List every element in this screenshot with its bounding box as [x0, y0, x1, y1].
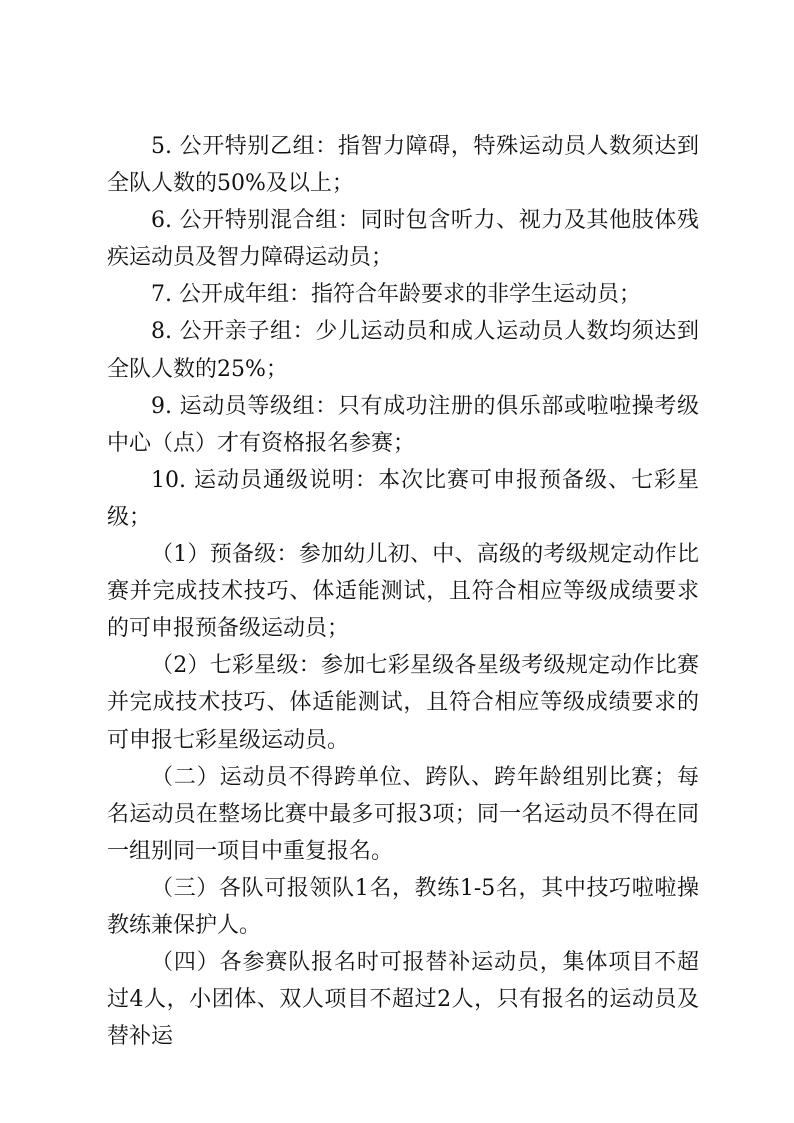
paragraph-section-2: （二）运动员不得跨单位、跨队、跨年龄组别比赛；每名运动员在整场比赛中最多可报3项；同一名运动员不得在同一组别同一项目中重复报名。 [107, 764, 699, 864]
paragraph-item-5: 5. 公开特别乙组：指智力障碍，特殊运动员人数须达到全队人数的50%及以上； [107, 134, 699, 197]
paragraph-item-6: 6. 公开特别混合组：同时包含听力、视力及其他肢体残疾运动员及智力障碍运动员； [107, 208, 699, 271]
paragraph-item-9: 9. 运动员等级组：只有成功注册的俱乐部或啦啦操考级中心（点）才有资格报名参赛； [107, 393, 699, 456]
paragraph-sub-2: （2）七彩星级：参加七彩星级各星级考级规定动作比赛并完成技术技巧、体适能测试，且符合相应等级成绩要求的可申报七彩星级运动员。 [107, 653, 699, 753]
paragraph-section-4: （四）各参赛队报名时可报替补运动员，集体项目不超过4人，小团体、双人项目不超过2人，只有报名的运动员及替补运 [107, 950, 699, 1050]
paragraph-item-7: 7. 公开成年组：指符合年龄要求的非学生运动员； [151, 282, 641, 308]
paragraph-sub-1: （1）预备级：参加幼儿初、中、高级的考级规定动作比赛并完成技术技巧、体适能测试，且符合相应等级成绩要求的可申报预备级运动员； [107, 542, 699, 642]
paragraph-item-10: 10. 运动员通级说明：本次比赛可申报预备级、七彩星级； [107, 467, 699, 530]
paragraph-section-3: （三）各队可报领队1名，教练1-5名，其中技巧啦啦操教练兼保护人。 [107, 875, 699, 938]
paragraph-item-8: 8. 公开亲子组：少儿运动员和成人运动员人数均须达到全队人数的25%； [107, 319, 699, 382]
document-body [107, 128, 699, 1055]
